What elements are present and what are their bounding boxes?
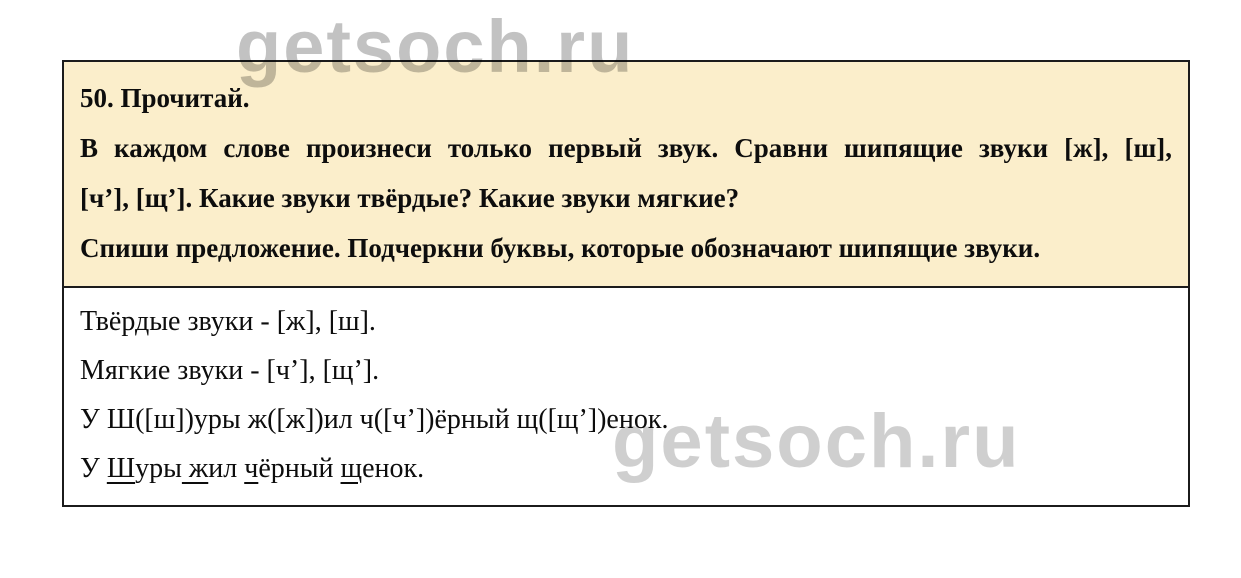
answer-hard-sounds: Твёрдые звуки - [ж], [ш]. bbox=[80, 306, 376, 337]
watermark-top: getsoch.ru bbox=[236, 5, 635, 88]
task-title: 50. Прочитай. bbox=[80, 83, 250, 113]
task-body-line-2: [ч’], [щ’]. Какие звуки твёрдые? Какие звуки мягкие? bbox=[80, 183, 740, 213]
answer-sentence-underlined: У Шуры жил чёрный щенок. bbox=[80, 453, 425, 484]
answer-box bbox=[62, 286, 1190, 507]
answer-transcription: У Ш([ш])уры ж([ж])ил ч([ч’])ёрный щ([щ’])енок. bbox=[80, 404, 669, 435]
task-instruction: Спиши предложение. Подчеркни буквы, которые обозначают шипящие звуки. bbox=[80, 233, 1041, 263]
task-body-line-1: В каждом слове произнеси только первый звук. Сравни шипящие звуки [ж], [ш], bbox=[80, 133, 1172, 163]
answer-soft-sounds: Мягкие звуки - [ч’], [щ’]. bbox=[80, 355, 380, 386]
task-box bbox=[62, 60, 1190, 288]
